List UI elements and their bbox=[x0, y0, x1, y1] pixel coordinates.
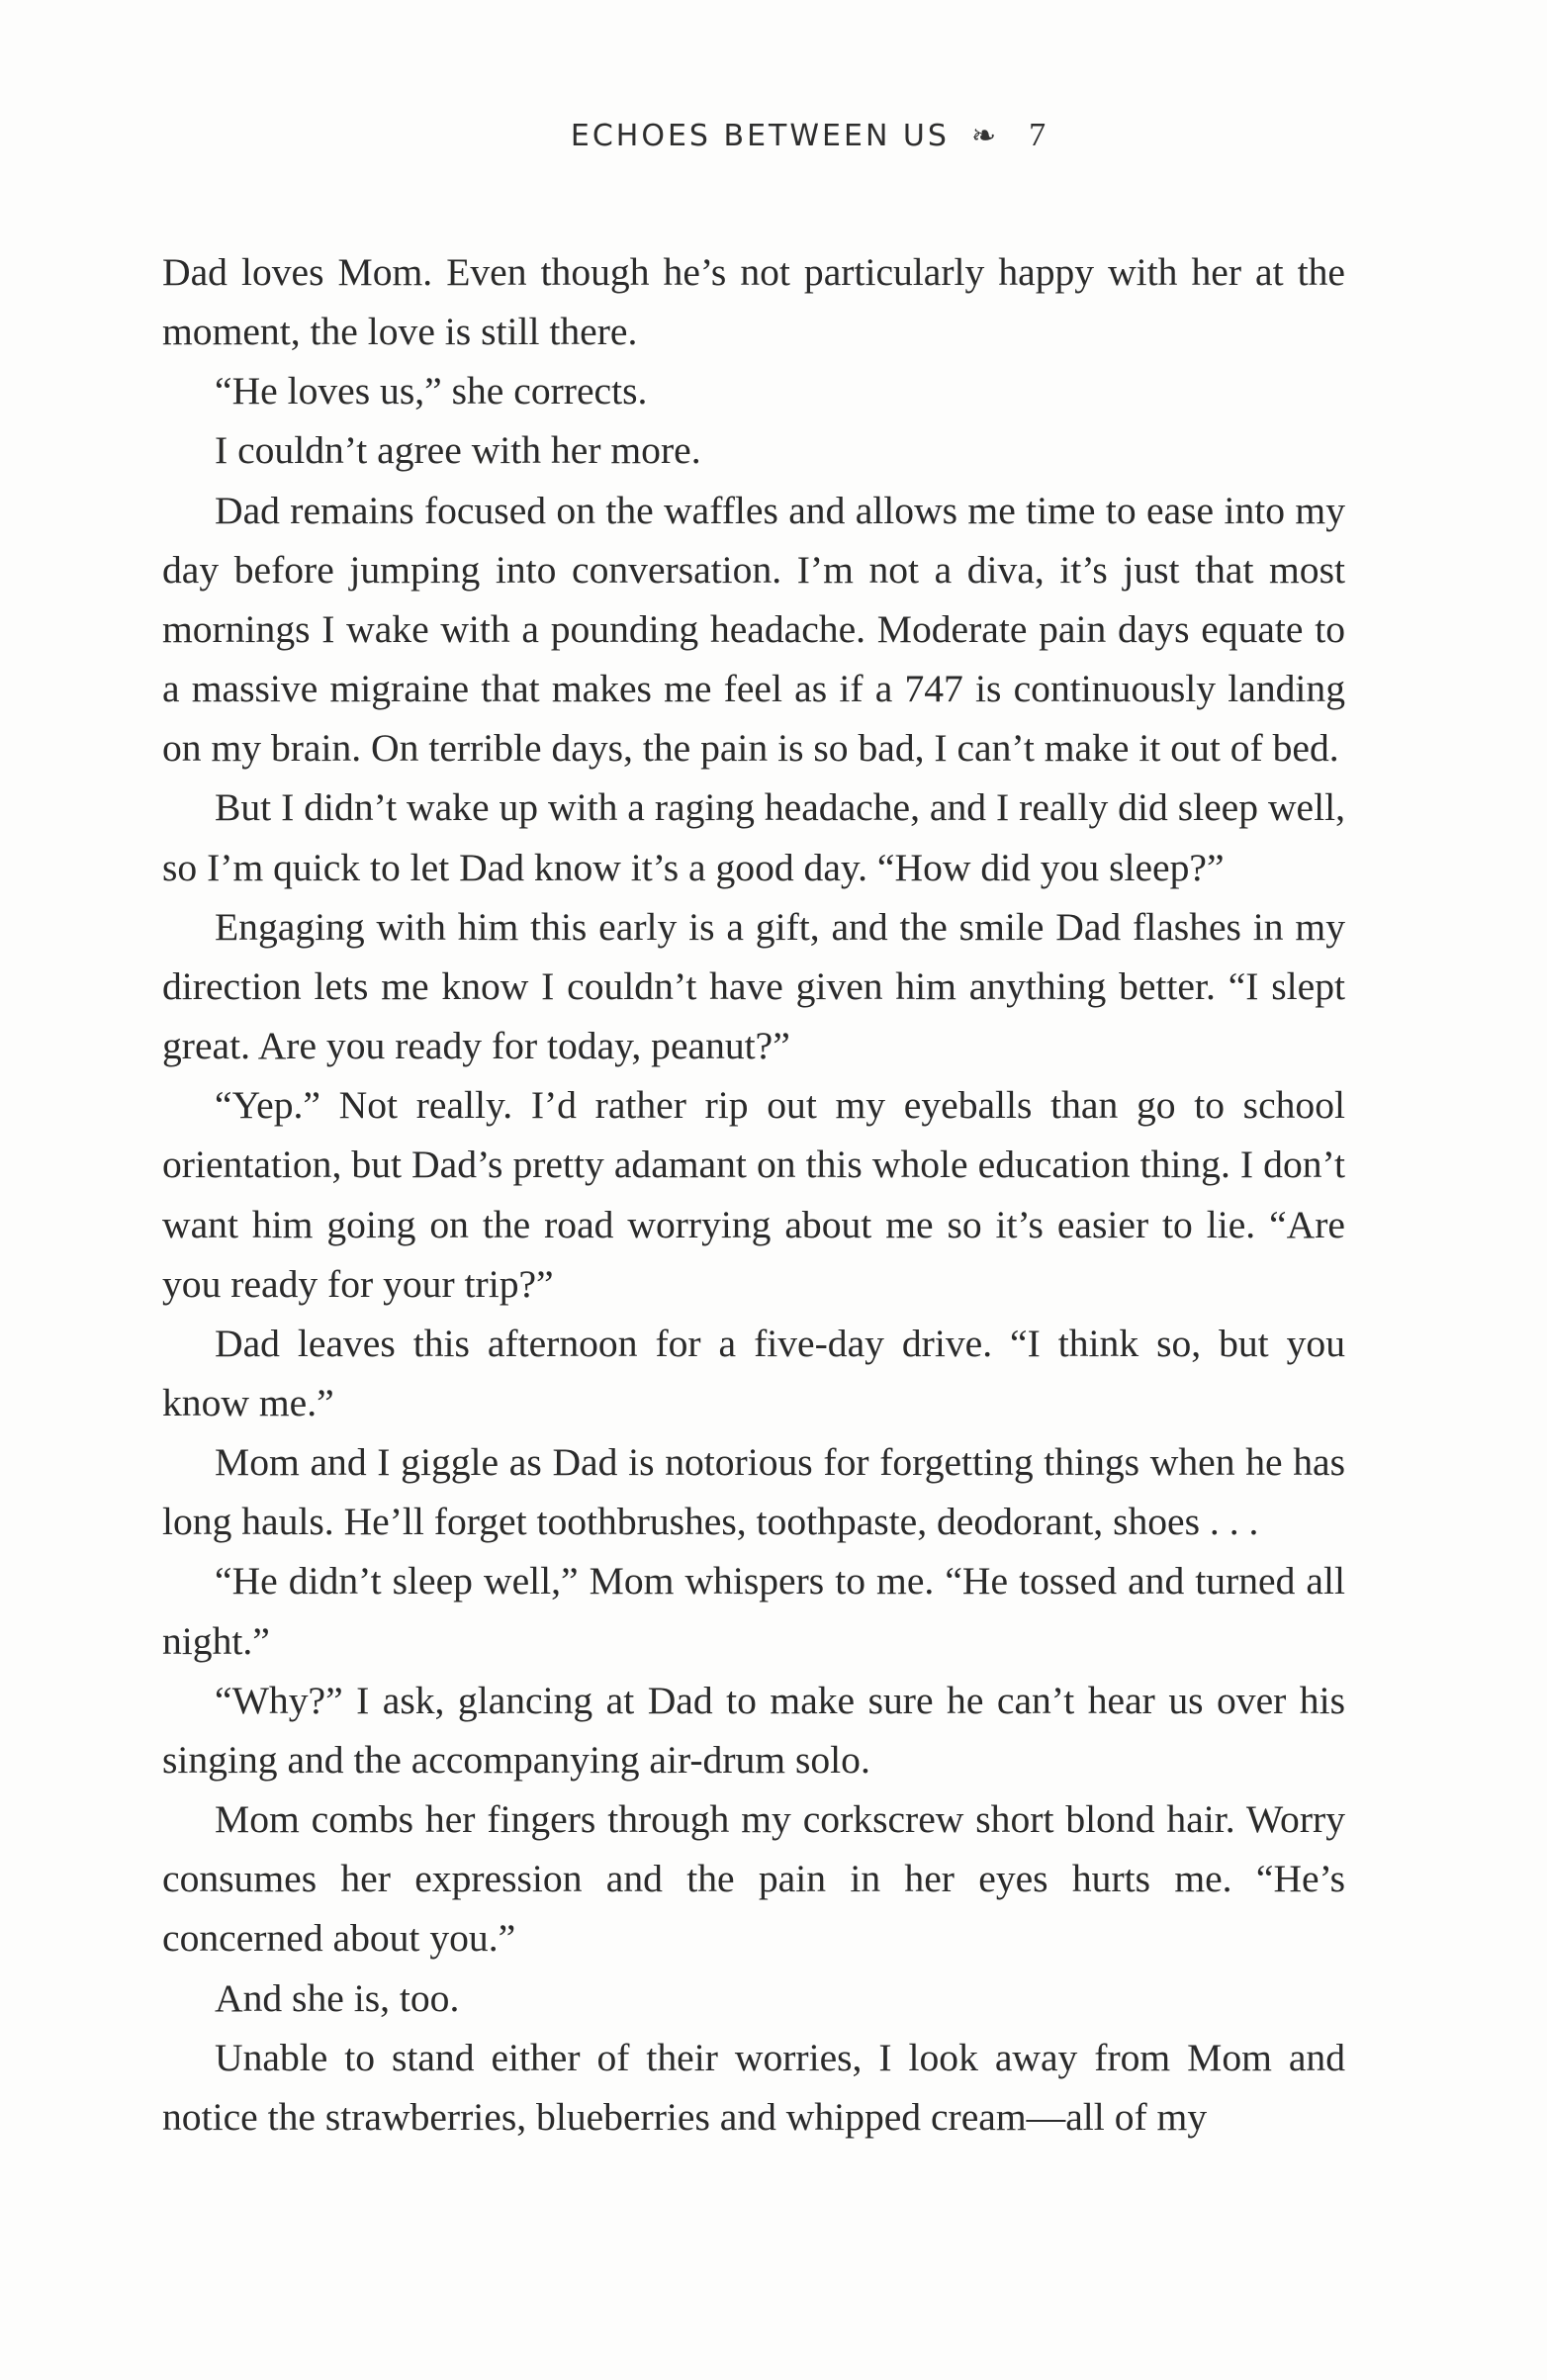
running-title: ECHOES BETWEEN US bbox=[570, 118, 950, 153]
paragraph: Mom and I giggle as Dad is notorious for forgetting things when he has long hauls. He’ll forget toothbrushes, toothpaste, deodorant, shoes . . . bbox=[162, 1440, 1345, 1544]
paragraph: Mom combs her fingers through my corkscrew short blond hair. Worry consumes her expression and the pain in her eyes hurts me. “He’s concerned about you.” bbox=[162, 1797, 1345, 1961]
paragraph: I couldn’t agree with her more. bbox=[215, 428, 701, 473]
body-text bbox=[162, 242, 1345, 2147]
paragraph: “He didn’t sleep well,” Mom whispers to me. “He tossed and turned all night.” bbox=[162, 1559, 1345, 1663]
fleuron-icon: ❧ bbox=[970, 118, 1000, 153]
paragraph: But I didn’t wake up with a raging headache, and I really did sleep well, so I’m quick to let Dad know it’s a good day. “How did you sleep?” bbox=[162, 785, 1345, 889]
paragraph: Unable to stand either of their worries, I look away from Mom and notice the strawberries, blueberries and whipped cream—all of my bbox=[162, 2035, 1345, 2139]
paragraph: Dad leaves this afternoon for a five-day drive. “I think so, but you know me.” bbox=[162, 1321, 1345, 1424]
paragraph: Dad loves Mom. Even though he’s not particularly happy with her at the moment, the love is still there. bbox=[162, 250, 1345, 354]
paragraph: “Yep.” Not really. I’d rather rip out my eyeballs than go to school orientation, but Dad’s pretty adamant on this whole education thing. I don’t want him going on the road worrying about me so it’s easier to lie. “Are you ready for your trip?” bbox=[162, 1083, 1345, 1306]
running-header bbox=[0, 117, 1547, 166]
paragraph: “Why?” I ask, glancing at Dad to make sure he can’t hear us over his singing and the accompanying air-drum solo. bbox=[162, 1678, 1345, 1782]
paragraph: Engaging with him this early is a gift, and the smile Dad flashes in my direction lets me know I couldn’t have given him anything better. “I slept great. Are you ready for today, peanut?” bbox=[162, 904, 1345, 1068]
paragraph: Dad remains focused on the waffles and allows me time to ease into my day before jumping into conversation. I’m not a diva, it’s just that most mornings I wake with a pounding headache. Moderate pain days equate to a massive migraine that makes me feel as if a 747 is continuously landing on my brain. On terrible days, the pain is so bad, I can’t make it out of bed. bbox=[162, 488, 1345, 771]
page-number: 7 bbox=[1029, 117, 1046, 153]
paragraph: “He loves us,” she corrects. bbox=[215, 369, 648, 413]
paragraph: And she is, too. bbox=[215, 1975, 460, 2020]
